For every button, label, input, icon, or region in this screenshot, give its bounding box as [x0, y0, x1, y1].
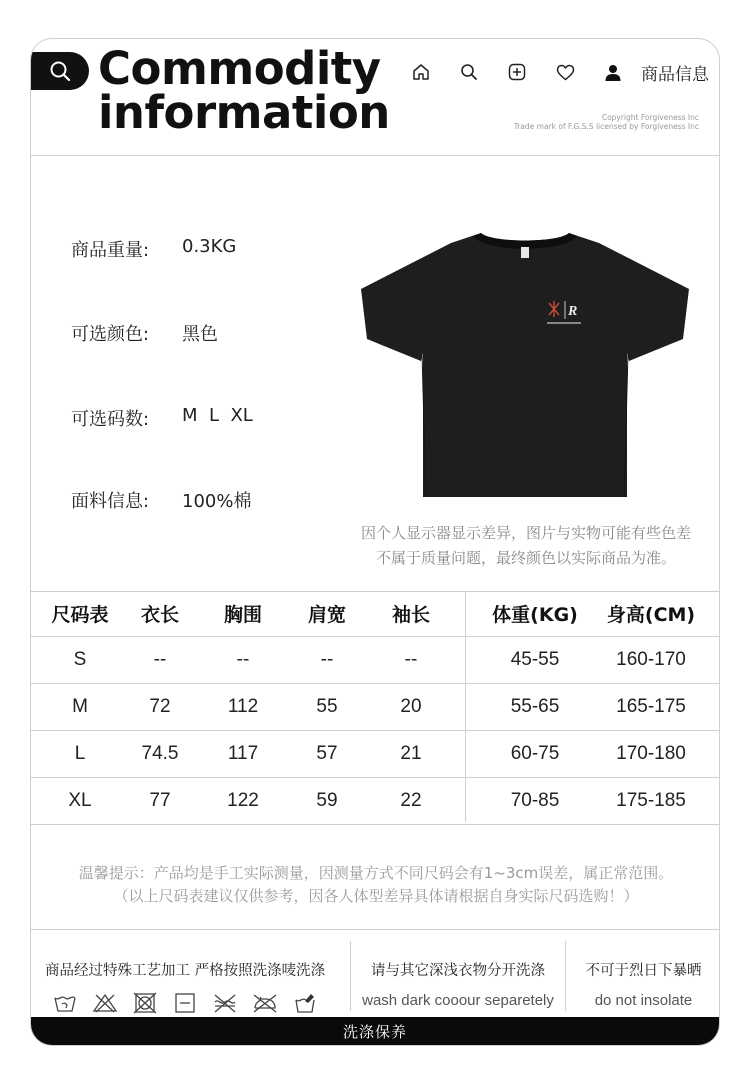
tips-line-1: 温馨提示：产品均是手工实际测量，因测量方式不同尺码会有1~3cm误差，属正常范围。	[78, 864, 674, 882]
weight-row	[71, 236, 236, 262]
no-bleach-icon	[85, 990, 125, 1016]
care-special-title: 商品经过特殊工艺加工 严格按照洗涤唛洗涤	[45, 963, 326, 979]
size-value: M L XL	[182, 405, 253, 426]
care-symbols	[45, 990, 351, 1016]
disclaimer-line-2: 不属于质量问题，最终颜色以实际商品为准。	[375, 549, 676, 567]
no-iron-icon	[245, 990, 285, 1016]
disclaimer-line-1: 因个人显示器显示差异，图片与实物可能有些色差	[360, 524, 691, 542]
tips-line-2: （以上尺码表建议仅供参考，因各人体型差异具体请根据自身实际尺码选购！）	[113, 887, 639, 905]
table-cell: 72	[149, 696, 171, 717]
care-no-sun-en: do not insolate	[594, 992, 693, 1009]
table-cell: 160-170	[616, 649, 686, 670]
page-title	[98, 42, 390, 139]
table-cell: 175-185	[616, 790, 686, 811]
table-cell: --	[404, 649, 418, 670]
table-cell: 117	[227, 743, 259, 764]
table-header-cell: 体重(KG)	[492, 604, 578, 626]
table-header-row	[31, 591, 720, 637]
table-cell: 57	[316, 743, 338, 764]
size-row	[71, 405, 253, 431]
table-cell: 74.5	[141, 743, 179, 764]
table-cell: XL	[68, 790, 92, 811]
care-top-divider	[31, 929, 719, 930]
home-icon[interactable]	[397, 59, 445, 85]
table-header-cell: 身高(CM)	[606, 604, 696, 626]
table-header-cell: 尺码表	[51, 604, 109, 626]
table-column-divider	[465, 591, 466, 822]
table-cell: --	[236, 649, 250, 670]
table-cell: M	[72, 696, 88, 717]
color-row	[71, 320, 218, 346]
title-line-2: information	[98, 86, 390, 139]
weight-label: 商品重量:	[71, 240, 150, 261]
dry-clean-icon	[285, 990, 325, 1016]
table-cell: L	[74, 743, 86, 764]
table-header-cell: 衣长	[140, 604, 179, 626]
fabric-label: 面料信息:	[71, 491, 150, 512]
care-special-process	[45, 943, 351, 1015]
search-icon	[49, 60, 71, 82]
hand-wash-icon	[45, 990, 85, 1016]
care-separate-en: wash dark cooour separetely	[362, 992, 554, 1009]
care-separate-title: 请与其它深浅衣物分开洗涤	[371, 963, 545, 979]
table-row	[31, 684, 720, 731]
care-separate-wash	[351, 943, 565, 1015]
header-divider	[31, 155, 719, 156]
table-cell: --	[320, 649, 334, 670]
search-button[interactable]	[31, 52, 89, 90]
no-tumble-dry-icon	[125, 990, 165, 1016]
product-info-card	[30, 38, 720, 1046]
table-cell: 59	[316, 790, 338, 811]
table-cell: 122	[227, 790, 259, 811]
table-row	[31, 778, 720, 825]
heart-icon[interactable]	[541, 59, 589, 85]
weight-value: 0.3KG	[182, 236, 237, 257]
size-table	[31, 591, 720, 825]
table-cell: 55-65	[510, 696, 560, 717]
line-dry-icon	[165, 990, 205, 1016]
table-cell: --	[153, 649, 167, 670]
fabric-value: 100%棉	[182, 491, 252, 512]
table-cell: 45-55	[510, 649, 560, 670]
care-no-sun-title: 不可于烈日下暴晒	[585, 963, 702, 979]
size-label: 可选码数:	[71, 409, 150, 430]
table-cell: 70-85	[510, 790, 560, 811]
tshirt-image	[359, 229, 691, 501]
color-value: 黑色	[182, 324, 218, 345]
table-header-cell: 袖长	[391, 604, 430, 626]
copyright-note	[514, 113, 699, 131]
care-footer-bar	[31, 1017, 719, 1045]
copyright-line-1: Copyright Forgiveness Inc	[601, 113, 699, 122]
care-footer-label: 洗涤保养	[342, 1022, 407, 1041]
add-icon[interactable]	[493, 59, 541, 85]
table-cell: 22	[400, 790, 422, 811]
table-header-cell: 胸围	[223, 604, 262, 626]
table-cell: 77	[149, 790, 171, 811]
table-header-cell: 肩宽	[307, 604, 346, 626]
nav-label[interactable]: 商品信息	[641, 64, 709, 85]
table-cell: 165-175	[616, 696, 686, 717]
table-cell: 20	[400, 696, 422, 717]
no-wring-icon	[205, 990, 245, 1016]
table-cell: 21	[400, 743, 422, 764]
table-row	[31, 637, 720, 684]
title-line-1: Commodity	[98, 42, 381, 95]
top-nav	[397, 59, 709, 85]
table-row	[31, 731, 720, 778]
user-icon[interactable]	[589, 59, 637, 85]
care-no-sun	[566, 943, 720, 1015]
table-cell: 170-180	[616, 743, 686, 764]
copyright-line-2: Trade mark of F.G.S.S licensed by Forgiveness Inc	[513, 122, 699, 131]
table-cell: 112	[227, 696, 259, 717]
fabric-row	[71, 487, 251, 513]
svg-text:R: R	[568, 304, 578, 319]
table-cell: 60-75	[510, 743, 560, 764]
table-cell: S	[73, 649, 87, 670]
nav-search-icon[interactable]	[445, 59, 493, 85]
table-cell: 55	[316, 696, 338, 717]
color-label: 可选颜色:	[71, 324, 150, 345]
